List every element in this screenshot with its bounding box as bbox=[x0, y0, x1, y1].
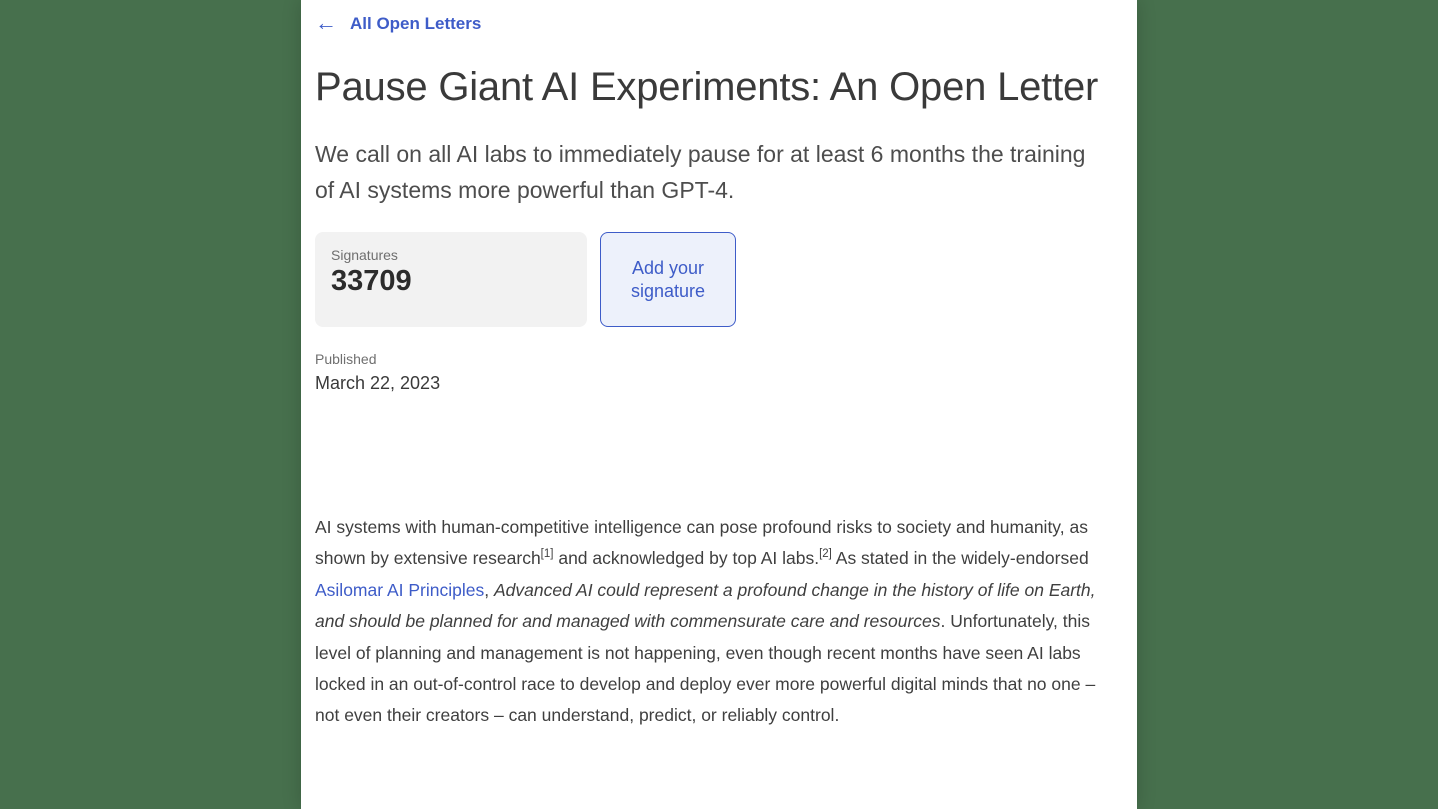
letter-subtitle: We call on all AI labs to immediately pause for at least 6 months the training of AI systems more powerful than GPT-4. bbox=[315, 141, 1086, 203]
body-text-segment: AI systems with human-competitive intelligence can pose profound risks to society and humanity, as shown by extensive research bbox=[315, 517, 1088, 569]
published-date: March 22, 2023 bbox=[315, 373, 441, 393]
published-label: Published bbox=[315, 351, 377, 367]
signatures-count: 33709 bbox=[331, 265, 412, 297]
page-title: Pause Giant AI Experiments: An Open Letter bbox=[315, 65, 1099, 109]
signatures-box bbox=[315, 232, 587, 327]
body-text-segment: As stated in the widely-endorsed bbox=[831, 548, 1089, 569]
italic-quote: Advanced AI could represent a profound change in the history of life on Earth, and should be planned for and managed with commensurate care and resources bbox=[315, 579, 1096, 632]
body-text-segment: , bbox=[484, 579, 494, 600]
body-text-segment: and acknowledged by top AI labs. bbox=[553, 548, 820, 569]
back-link-label: All Open Letters bbox=[350, 14, 482, 33]
back-link-all-open-letters[interactable] bbox=[315, 0, 481, 35]
content-card bbox=[301, 0, 1137, 809]
body-text-segment: . Unfortunately, this level of planning and management is not happening, even though recent months have seen AI labs locked in an out-of-control race to develop and deploy ever more powerful digital minds that no one – not even their creators – can understand, predict, or reliably control. bbox=[315, 611, 1096, 726]
add-signature-button[interactable]: Add your signature bbox=[600, 232, 736, 327]
footnote-reference: [2] bbox=[819, 548, 832, 561]
arrow-left-icon: ← bbox=[315, 10, 337, 35]
letter-body-paragraph bbox=[315, 512, 1123, 732]
footnote-reference: [1] bbox=[540, 548, 554, 561]
asilomar-ai-principles-link[interactable]: Asilomar AI Principles bbox=[315, 579, 485, 600]
signatures-row bbox=[315, 232, 1123, 327]
published-block bbox=[315, 351, 1123, 394]
signatures-label: Signatures bbox=[331, 247, 398, 263]
